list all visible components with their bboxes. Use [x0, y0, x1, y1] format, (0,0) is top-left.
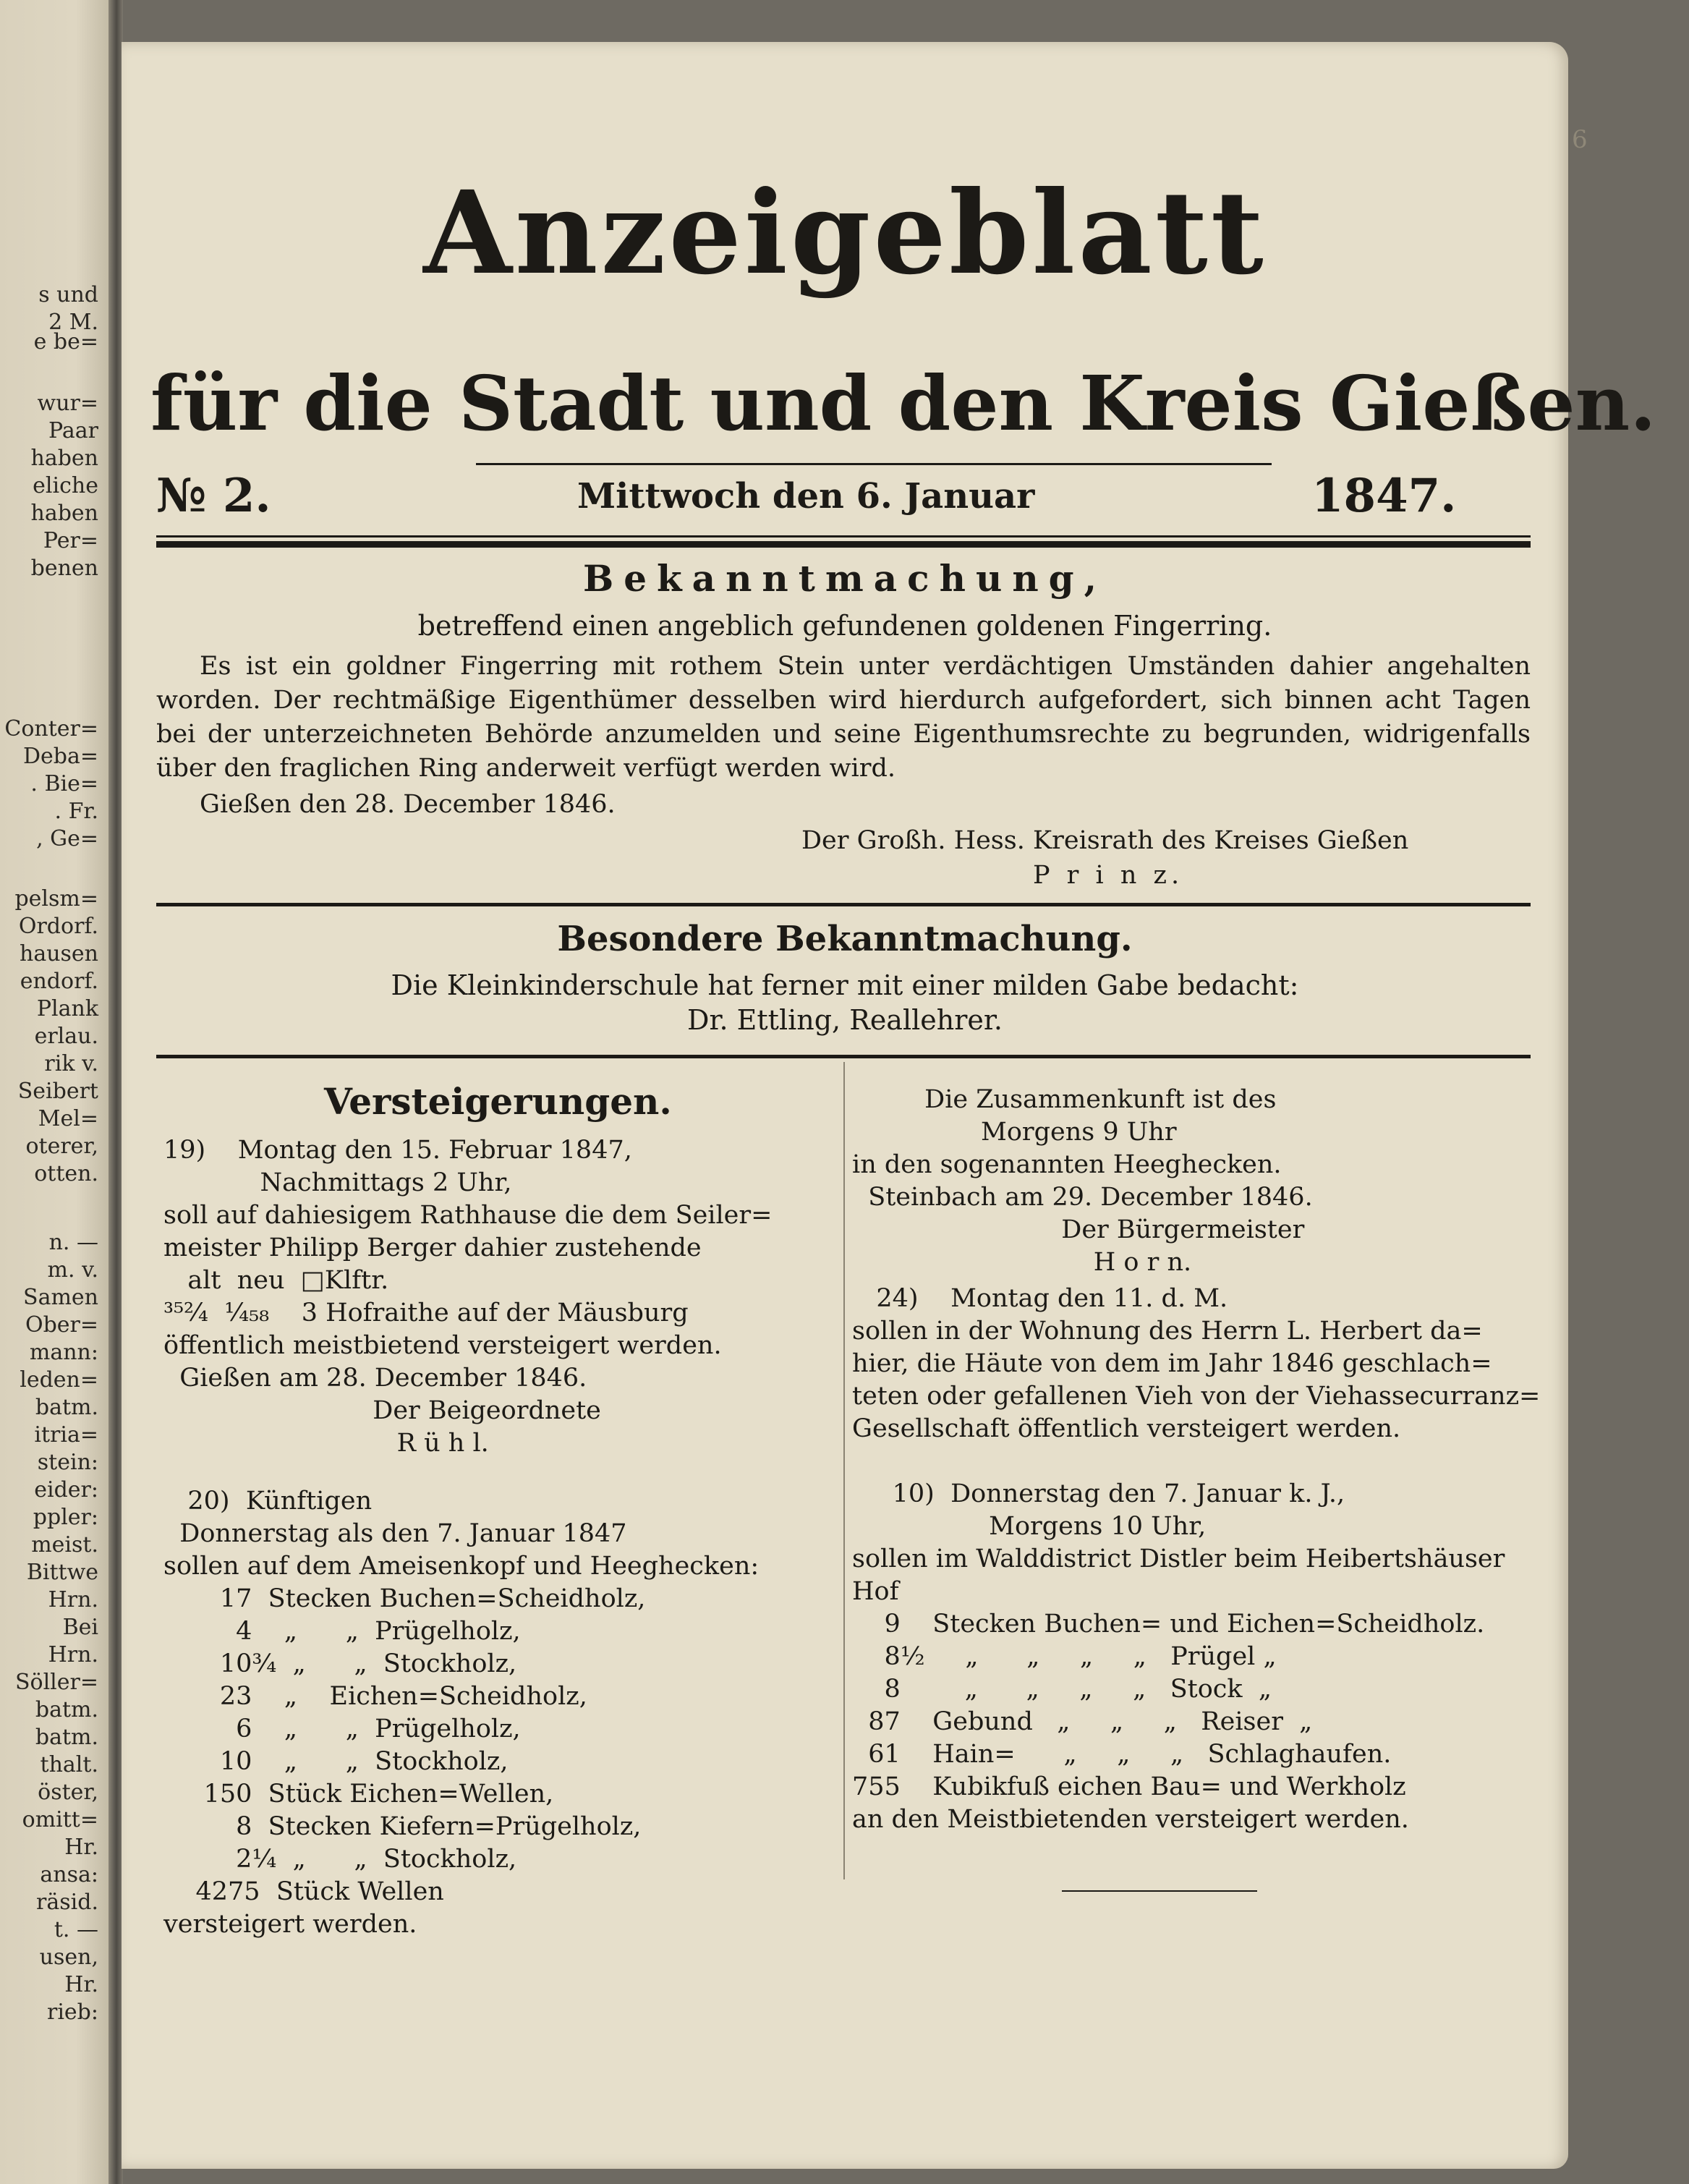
fragment-line: batm.	[35, 1697, 98, 1722]
fragment-line: omitt=	[22, 1807, 98, 1832]
notice-subtitle: betreffend einen angeblich gefundenen goldenen Fingerring.	[417, 610, 1272, 642]
masthead-rule-thin	[156, 535, 1531, 537]
auction-10	[852, 1478, 1547, 1836]
text-line: 17 Stecken Buchen=Scheidholz,	[163, 1584, 646, 1613]
text-line: teten oder gefallenen Vieh von der Viehassecurranz=	[852, 1382, 1541, 1411]
text-line: Gesellschaft öffentlich versteigert werden.	[852, 1414, 1401, 1443]
fragment-line: s und	[38, 282, 98, 307]
text-line: sollen in der Wohnung des Herrn L. Herbert da=	[852, 1317, 1483, 1346]
fragment-line: rik v.	[44, 1051, 98, 1076]
text-line: sollen im Walddistrict Distler beim Heibertshäuser	[852, 1544, 1505, 1573]
neighbouring-page-fragment	[0, 0, 109, 2184]
text-line: Steinbach am 29. December 1846.	[852, 1183, 1313, 1212]
special-notice-donor: Dr. Ettling, Reallehrer.	[687, 1004, 1003, 1036]
text-line: 8½ „ „ „ „ Prügel „	[852, 1642, 1277, 1671]
auction-10-lines	[852, 1478, 1547, 1836]
fragment-line: Hrn.	[48, 1587, 98, 1612]
fragment-line: oterer,	[25, 1134, 98, 1159]
newspaper-page	[122, 42, 1656, 2169]
notice-place-date: Gießen den 28. December 1846.	[200, 790, 616, 819]
fragment-line: ansa:	[40, 1862, 98, 1887]
fragment-line: Deba=	[22, 744, 98, 769]
text-line: Morgens 10 Uhr,	[852, 1512, 1207, 1541]
fragment-line: benen	[30, 556, 98, 581]
notice-body: Es ist ein goldner Fingerring mit rothem Stein unter verdächtigen Umständen dahier angehalten worden. Der rechtmäßige Eigenthümer desselben wird hierdurch aufgefordert, sich binnen acht Tagen bei der unterzeichneten Behörde anzumelden und seine Eigenthumsrechte zu begrunden, widrigenfalls über den fraglichen Ring anderweit verfügt werden wird.	[156, 652, 1531, 783]
text-line: 6 „ „ Prügelholz,	[163, 1715, 521, 1743]
text-line: 20) Künftigen	[163, 1487, 373, 1516]
fragment-line: , Ge=	[36, 826, 98, 851]
auction-19	[163, 1134, 836, 1460]
auction-20-lines	[163, 1485, 836, 1941]
auction-24	[852, 1283, 1547, 1445]
fragment-line: batm.	[35, 1725, 98, 1750]
issue-number: № 2.	[156, 469, 271, 523]
issue-date: Mittwoch den 6. Januar	[577, 476, 1035, 517]
text-line: Die Zusammenkunft ist des	[852, 1085, 1277, 1114]
fragment-line: Hr.	[64, 1972, 98, 1997]
fragment-line: Hrn.	[48, 1642, 98, 1667]
fragment-line: eider:	[34, 1477, 98, 1503]
fragment-line: erlau.	[34, 1024, 98, 1049]
fragment-line: Conter=	[4, 716, 98, 742]
text-line: hier, die Häute von dem im Jahr 1846 geschlach=	[852, 1349, 1492, 1378]
fragment-line: Seibert	[17, 1079, 98, 1104]
fragment-line: öster,	[38, 1780, 98, 1805]
fragment-line: t. —	[54, 1917, 98, 1942]
fragment-line: usen,	[39, 1945, 98, 1970]
text-line: an den Meistbietenden versteigert werden.	[852, 1805, 1409, 1834]
text-line: meister Philipp Berger dahier zustehende	[163, 1233, 702, 1262]
auction-20-continuation	[852, 1084, 1547, 1279]
text-line: Gießen am 28. December 1846.	[163, 1364, 587, 1393]
text-line: Der Bürgermeister	[852, 1215, 1305, 1244]
fragment-line: Ober=	[25, 1312, 98, 1338]
auctions-heading: Versteigerungen.	[324, 1080, 672, 1123]
fragment-line: wur=	[37, 391, 98, 416]
fragment-line: haben	[30, 446, 98, 471]
text-line: H o r n.	[852, 1248, 1192, 1277]
text-line: 10) Donnerstag den 7. Januar k. J.,	[852, 1479, 1345, 1508]
fragment-line: hausen	[20, 941, 98, 966]
continuation-lines	[852, 1084, 1547, 1279]
masthead-title: Anzeigeblatt	[423, 166, 1267, 300]
text-line: 9 Stecken Buchen= und Eichen=Scheidholz.	[852, 1610, 1485, 1639]
fragment-line: Mel=	[38, 1106, 98, 1131]
text-line: Donnerstag als den 7. Januar 1847	[163, 1519, 627, 1548]
text-line: 755 Kubikfuß eichen Bau= und Werkholz	[852, 1772, 1406, 1801]
fragment-line: otten.	[34, 1161, 98, 1186]
text-line: 23 „ Eichen=Scheidholz,	[163, 1682, 587, 1711]
masthead-rule-thick	[156, 541, 1531, 548]
fragment-line: Bittwe	[26, 1560, 98, 1585]
fragment-line: Söller=	[14, 1670, 98, 1695]
fragment-line: mann:	[29, 1340, 98, 1365]
special-notice-title: Besondere Bekanntmachung.	[557, 919, 1133, 959]
section-rule	[156, 903, 1531, 906]
text-line: ³⁵²⁄₄ ¹⁄₄₅₈ 3 Hofraithe auf der Mäusburg	[163, 1299, 689, 1327]
text-line: öffentlich meistbietend versteigert werden.	[163, 1331, 722, 1360]
fragment-line: räsid.	[36, 1890, 98, 1915]
masthead-subtitle: für die Stadt und den Kreis Gießen.	[150, 359, 1656, 448]
column-divider	[843, 1062, 845, 1879]
auction-20	[163, 1485, 836, 1941]
text-line: 10 „ „ Stockholz,	[163, 1747, 509, 1776]
fragment-line: Paar	[48, 418, 98, 443]
text-line: Nachmittags 2 Uhr,	[163, 1168, 512, 1197]
fragment-line: m. v.	[47, 1257, 98, 1283]
masthead-divider	[476, 463, 1272, 465]
notice-authority: Der Großh. Hess. Kreisrath des Kreises Gießen	[801, 826, 1409, 855]
text-line: Morgens 9 Uhr	[852, 1118, 1177, 1147]
fragment-line: eliche	[33, 473, 98, 498]
fragment-line: ppler:	[33, 1505, 98, 1530]
fragment-line: endorf.	[20, 969, 98, 994]
section-rule	[156, 1055, 1531, 1058]
fragment-line: rieb:	[46, 2000, 98, 2025]
fragment-line: Ordorf.	[18, 914, 98, 939]
text-line: 4275 Stück Wellen	[163, 1877, 444, 1906]
text-line: 87 Gebund „ „ „ Reiser „	[852, 1707, 1313, 1736]
fragment-line: Hr.	[64, 1835, 98, 1860]
text-line: Der Beigeordnete	[163, 1396, 601, 1425]
fragment-line: e be=	[33, 329, 98, 354]
fragment-line: haben	[30, 501, 98, 526]
fragment-line: leden=	[20, 1367, 98, 1393]
fragment-line: Bei	[62, 1615, 98, 1640]
fragment-line: Samen	[23, 1285, 98, 1310]
text-line: 24) Montag den 11. d. M.	[852, 1284, 1228, 1313]
fragment-line: . Fr.	[54, 799, 98, 824]
text-line: alt neu □Klftr.	[163, 1266, 389, 1295]
fragment-line: stein:	[37, 1450, 98, 1475]
text-line: 10¾ „ „ Stockholz,	[163, 1649, 517, 1678]
auction-24-lines	[852, 1283, 1547, 1445]
text-line: sollen auf dem Ameisenkopf und Heeghecken:	[163, 1552, 760, 1581]
fragment-line: Per=	[43, 528, 98, 553]
text-line: soll auf dahiesigem Rathhause die dem Seiler=	[163, 1201, 773, 1230]
notice-signature: P r i n z.	[1033, 861, 1184, 890]
notice-title: Bekanntmachung,	[582, 557, 1107, 600]
fragment-line: meist.	[31, 1532, 98, 1558]
fragment-line: batm.	[35, 1395, 98, 1420]
text-line: in den sogenannten Heeghecken.	[852, 1150, 1282, 1179]
text-line: 8 „ „ „ „ Stock „	[852, 1675, 1272, 1704]
auction-19-lines	[163, 1134, 836, 1460]
fragment-line: thalt.	[40, 1752, 98, 1777]
text-line: Hof	[852, 1577, 899, 1606]
special-notice-body: Die Kleinkinderschule hat ferner mit einer milden Gabe bedacht:	[391, 969, 1299, 1001]
text-line: R ü h l.	[163, 1429, 489, 1458]
text-line: 4 „ „ Prügelholz,	[163, 1617, 521, 1646]
fragment-line: n. —	[48, 1230, 98, 1255]
text-line: 150 Stück Eichen=Wellen,	[163, 1780, 554, 1809]
text-line: 61 Hain= „ „ „ Schlaghaufen.	[852, 1740, 1392, 1769]
end-rule	[1062, 1890, 1257, 1892]
text-line: 8 Stecken Kiefern=Prügelholz,	[163, 1812, 642, 1841]
fragment-line: 2 M.	[48, 310, 98, 335]
text-line: versteigert werden.	[163, 1910, 417, 1939]
fragment-line: itria=	[34, 1422, 98, 1448]
book-gutter	[109, 0, 123, 2184]
issue-year: 1847.	[1311, 469, 1457, 523]
fragment-line: . Bie=	[30, 771, 98, 796]
text-line: 19) Montag den 15. Februar 1847,	[163, 1136, 632, 1165]
fragment-line: Plank	[36, 996, 98, 1021]
text-line: 2¼ „ „ Stockholz,	[163, 1845, 517, 1874]
fragment-line: pelsm=	[14, 886, 98, 912]
page-number: 6	[1572, 125, 1588, 154]
